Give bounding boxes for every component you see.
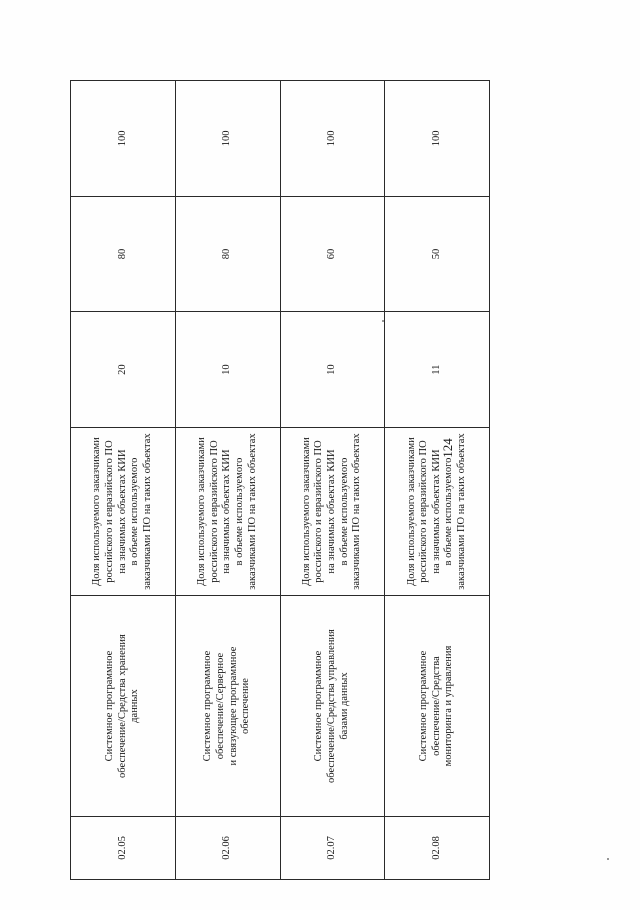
row-value-2: 50 — [385, 196, 490, 312]
row-value-3: 100 — [175, 81, 280, 197]
row-value-2: 60 — [280, 196, 385, 312]
row-code: 02.06 — [175, 816, 280, 879]
row-name: Системное программное обеспечение/Средства мониторинга и управления — [385, 596, 490, 817]
row-code: 02.07 — [280, 816, 385, 879]
row-value-1: 10 — [175, 312, 280, 428]
rotated-content — [70, 80, 490, 880]
scan-speck — [382, 320, 384, 322]
row-indicator: Доля используемого заказчиками российского и евразийского ПО на значимых объектах КИИ в объеме используемого заказчиками ПО на таких объектах — [71, 427, 176, 595]
row-code: 02.05 — [71, 816, 176, 879]
row-value-3: 100 — [280, 81, 385, 197]
row-indicator: Доля используемого заказчиками российского и евразийского ПО на значимых объектах КИИ в объеме используемого заказчиками ПО на таких объектах — [385, 427, 490, 595]
row-name: Системное программное обеспечение/Серверное и связующее программное обеспечение — [175, 596, 280, 817]
indicator-table — [70, 80, 490, 880]
row-name: Системное программное обеспечение/Средства управления базами данных — [280, 596, 385, 817]
table-row — [71, 81, 176, 880]
scan-speck — [607, 858, 609, 860]
row-value-2: 80 — [71, 196, 176, 312]
row-indicator: Доля используемого заказчиками российского и евразийского ПО на значимых объектах КИИ в объеме используемого заказчиками ПО на таких объектах — [175, 427, 280, 595]
row-value-1: 20 — [71, 312, 176, 428]
row-indicator: Доля используемого заказчиками российского и евразийского ПО на значимых объектах КИИ в объеме используемого заказчиками ПО на таких объектах — [280, 427, 385, 595]
table-row — [385, 81, 490, 880]
page-number: 124 — [440, 438, 455, 458]
row-value-3: 100 — [385, 81, 490, 197]
table-row — [280, 81, 385, 880]
table-row — [175, 81, 280, 880]
row-value-2: 80 — [175, 196, 280, 312]
row-value-1: 11 — [385, 312, 490, 428]
row-value-3: 100 — [71, 81, 176, 197]
row-value-1: 10 — [280, 312, 385, 428]
row-name: Системное программное обеспечение/Средства хранения данных — [71, 596, 176, 817]
row-code: 02.08 — [385, 816, 490, 879]
